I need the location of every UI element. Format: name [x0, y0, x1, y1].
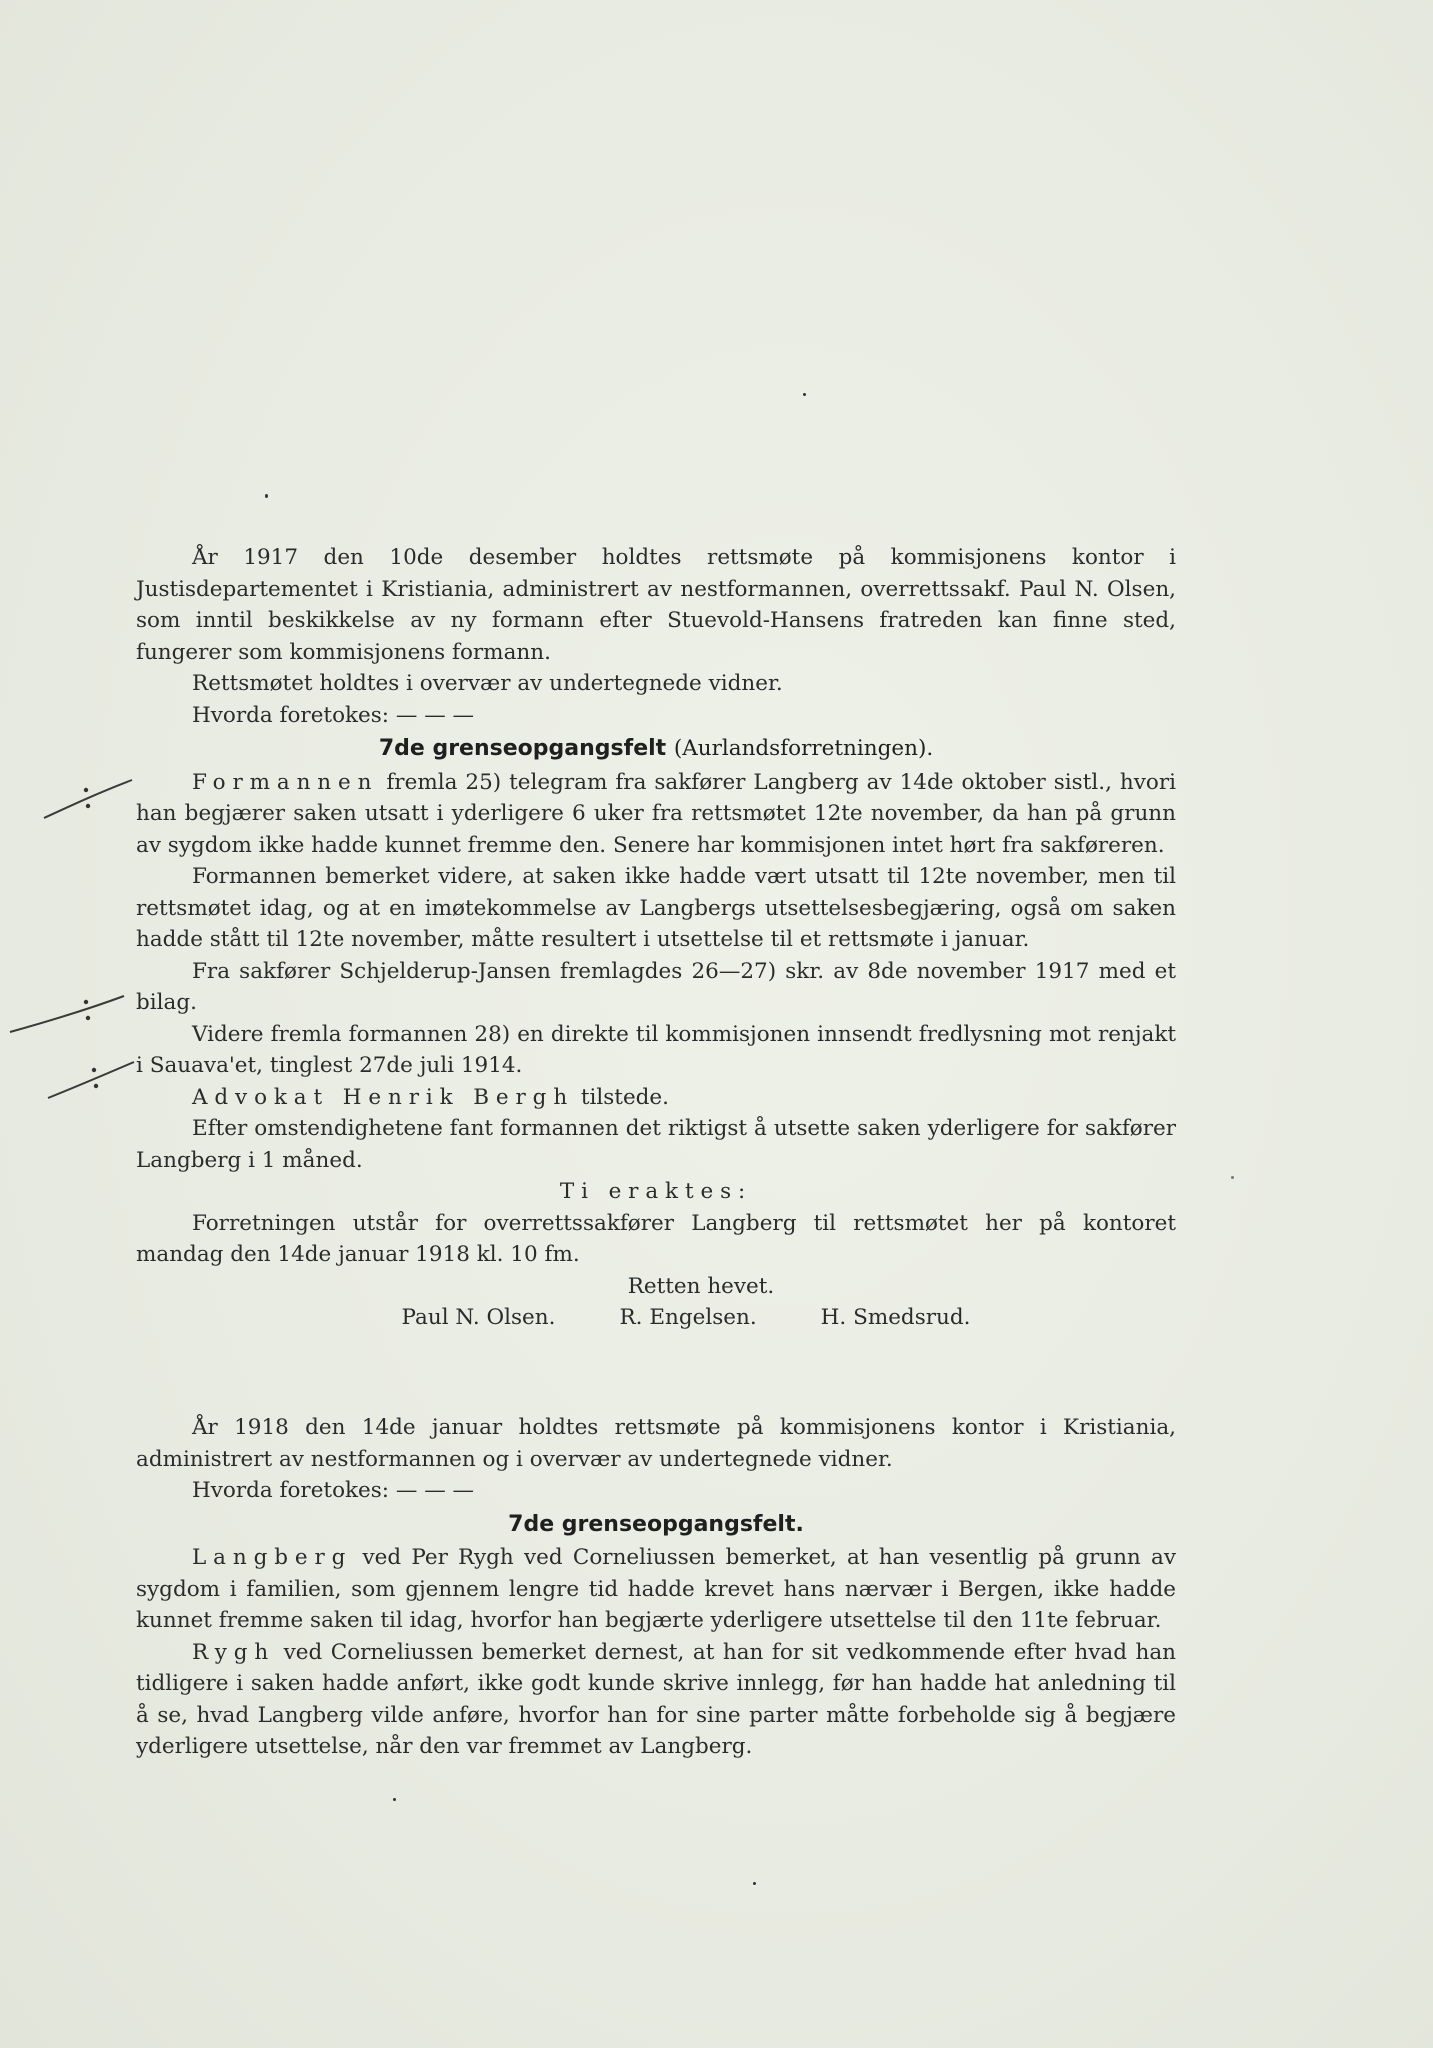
signature: Paul N. Olsen.	[401, 1305, 556, 1330]
proceedings-intro: Hvorda foretokes: — — —	[192, 702, 475, 728]
paragraph-text: ved Corneliussen bemerket dernest, at han for sit vedkommende efter hvad han tidligere i saken hadde anført, ikke godt kunde skrive innlegg, før han hadde hat anledning til å se, hvad Langberg vilde anføre, hvorfor han for sine parter måtte forbeholde sig å begjære yderligere utsettelse, når den var fremmet av Langberg.	[136, 1639, 1176, 1759]
paper-speck	[393, 1798, 396, 1801]
protocol-entry-1918	[136, 1412, 1176, 1763]
paper-speck	[265, 494, 268, 498]
paper-speck	[803, 393, 806, 396]
formannen-paragraph	[136, 767, 1176, 862]
intro-paragraph: År 1917 den 10de desember holdtes rettsmøte på kommisjonens kontor i Justisdepartementet i Kristiania, administrert av nestformannen, overrettssakf. Paul N. Olsen, som inntil beskikkelse av ny formann efter Stuevold-Hansens fratreden kan finne sted, fungerer som kommisjonens formann.	[136, 545, 1176, 665]
ruling-heading: Ti eraktes:	[559, 1179, 753, 1204]
spaced-name: Advokat Henrik Bergh	[192, 1084, 575, 1110]
remark-paragraph: Formannen bemerket videre, at saken ikke hadde vært utsatt til 12te november, men til rettsmøtet idag, og at en imøtekommelse av Langbergs utsettelsesbegjæring, også om saken hadde stått til 12te november, måtte resultert i utsettelse til et rettsmøte i januar.	[136, 864, 1176, 952]
signature: H. Smedsrud.	[820, 1305, 971, 1330]
attendance-paragraph	[136, 1082, 1176, 1114]
rygh-paragraph	[136, 1637, 1176, 1763]
witness-paragraph: Rettsmøtet holdtes i overvær av undertegnede vidner.	[192, 671, 783, 696]
signature: R. Engelsen.	[619, 1305, 757, 1330]
protocol-entry-1917	[136, 542, 1176, 1334]
fredlysning-paragraph: Videre fremla formannen 28) en direkte til kommisjonen innsendt fredlysning mot renjakt i Sauava'et, tinglest 27de juli 1914.	[136, 1021, 1176, 1078]
margin-tick-mark-1	[40, 776, 140, 826]
intro-paragraph: År 1918 den 14de januar holdtes rettsmøte på kommisjonens kontor i Kristiania, administrert av nestformannen og i overvær av undertegnede vidner.	[136, 1415, 1176, 1472]
paragraph-text: fremla 25) telegram fra sakfører Langberg av 14de oktober sistl., hvori han begjærer saken utsatt i yderligere 6 uker fra rettsmøtet 12te november, da han på grunn av sygdom ikke hadde kunnet fremme den. Senere har kommisjonen intet hørt fra sakføreren.	[136, 769, 1176, 858]
paper-speck	[1231, 1176, 1234, 1179]
paragraph-text: ved Per Rygh ved Corneliussen bemerket, at han vesentlig på grunn av sygdom i familien, som gjennem lengre tid hadde krevet hans nærvær i Bergen, ikke hadde kunnet fremme saken til idag, hvorfor han begjærte yderligere utsettelse til den 11te februar.	[136, 1545, 1176, 1633]
court-adjourned: Retten hevet.	[627, 1273, 775, 1299]
proceedings-intro: Hvorda foretokes: — — —	[192, 1478, 475, 1503]
ruling-paragraph: Forretningen utstår for overrettssakfører Langberg til rettsmøtet her på kontoret mandag den 14de januar 1918 kl. 10 fm.	[136, 1210, 1176, 1267]
paragraph-text: tilstede.	[574, 1084, 669, 1110]
section-heading	[136, 733, 1176, 765]
spaced-name: Rygh	[192, 1639, 276, 1665]
decision-paragraph: Efter omstendighetene fant formannen det riktigst å utsette saken yderligere for sakfører Langberg i 1 måned.	[136, 1116, 1176, 1173]
section-heading-subtitle: (Aurlandsforretningen).	[673, 736, 934, 761]
spaced-name: Langberg	[192, 1545, 353, 1570]
signatures	[196, 1302, 1176, 1334]
margin-tick-mark-3	[44, 1058, 140, 1104]
margin-tick-mark-2	[6, 992, 130, 1038]
section-heading-title: 7de grenseopgangsfelt	[378, 736, 667, 761]
spaced-name: Formannen	[192, 769, 379, 795]
langberg-paragraph	[136, 1542, 1176, 1637]
submission-paragraph: Fra sakfører Schjelderup-Jansen fremlagdes 26—27) skr. av 8de november 1917 med et bilag.	[136, 958, 1176, 1015]
section-heading: 7de grenseopgangsfelt.	[508, 1511, 804, 1537]
paper-speck	[753, 1882, 756, 1885]
